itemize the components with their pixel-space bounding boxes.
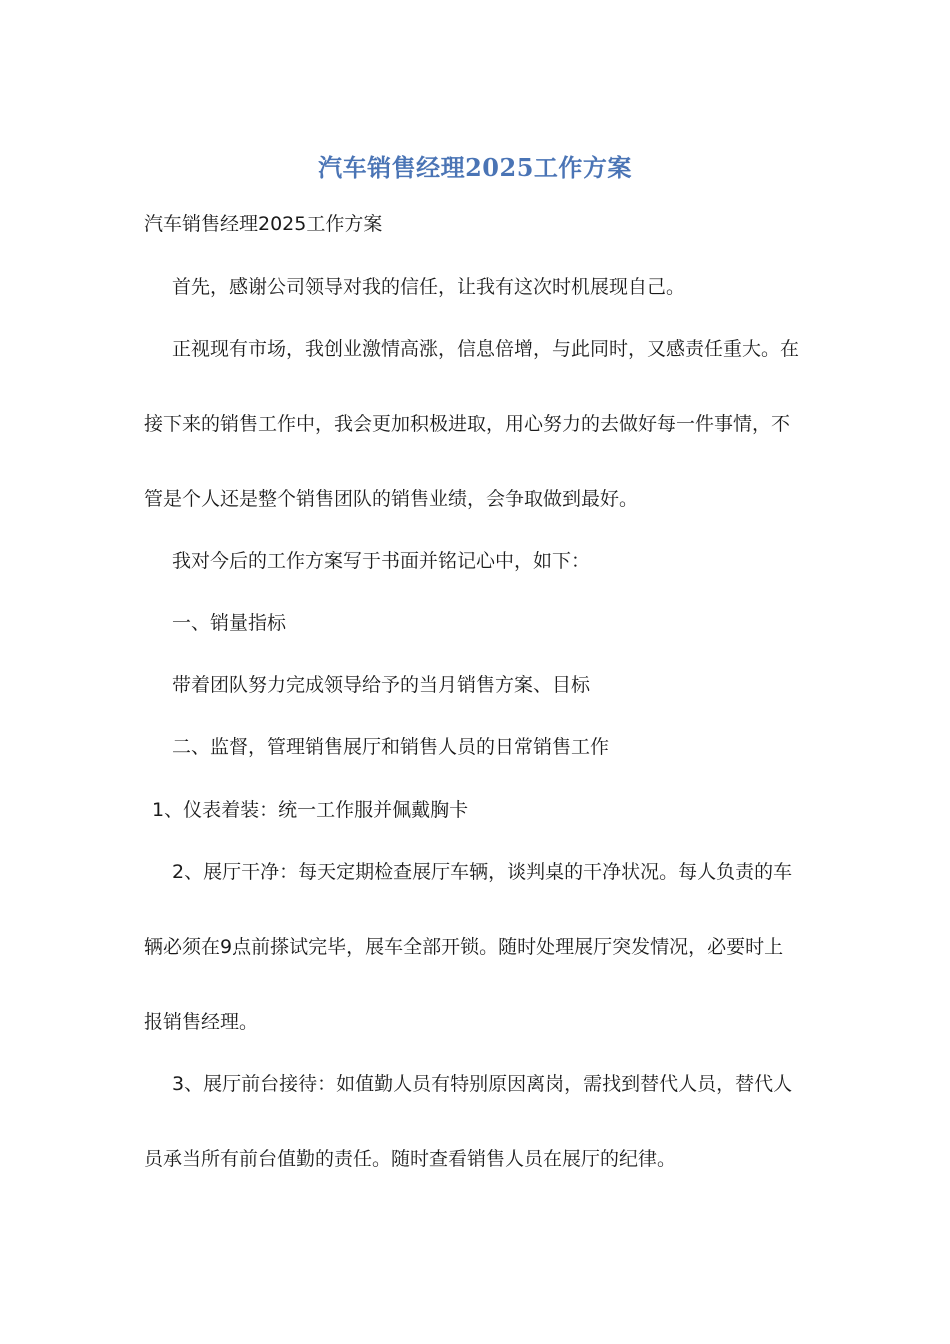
section-heading-sales-target: 一、销量指标 bbox=[172, 612, 287, 634]
paragraph-line: 辆必须在9点前搽试完毕，展车全部开锁。随时处理展厅突发情况，必要时上 bbox=[144, 936, 784, 958]
paragraph-line: 接下来的销售工作中，我会更加积极进取，用心努力的去做好每一件事情，不 bbox=[144, 413, 791, 435]
paragraph-line: 正视现有市场，我创业激情高涨，信息倍增，与此同时，又感责任重大。在 bbox=[172, 338, 800, 360]
list-item-dress-code: 1、仪表着装：统一工作服并佩戴胸卡 bbox=[152, 799, 469, 821]
document-title: 汽车销售经理2025工作方案 bbox=[318, 153, 632, 182]
section-body-sales-target: 带着团队努力完成领导给予的当月销售方案、目标 bbox=[172, 674, 591, 696]
list-item-reception: 3、展厅前台接待：如值勤人员有特别原因离岗，需找到替代人员，替代人 bbox=[172, 1073, 793, 1095]
section-heading-supervision: 二、监督，管理销售展厅和销售人员的日常销售工作 bbox=[172, 736, 610, 758]
document-subtitle: 汽车销售经理2025工作方案 bbox=[144, 213, 383, 235]
paragraph-intro: 首先，感谢公司领导对我的信任，让我有这次时机展现自己。 bbox=[172, 276, 686, 298]
paragraph-line: 管是个人还是整个销售团队的销售业绩，会争取做到最好。 bbox=[144, 488, 639, 510]
paragraph-line: 员承当所有前台值勤的责任。随时查看销售人员在展厅的纪律。 bbox=[144, 1148, 677, 1170]
list-item-cleanliness: 2、展厅干净：每天定期检查展厅车辆，谈判桌的干净状况。每人负责的车 bbox=[172, 861, 793, 883]
paragraph-plan-intro: 我对今后的工作方案写于书面并铭记心中，如下： bbox=[172, 550, 591, 572]
paragraph-line: 报销售经理。 bbox=[144, 1011, 259, 1033]
